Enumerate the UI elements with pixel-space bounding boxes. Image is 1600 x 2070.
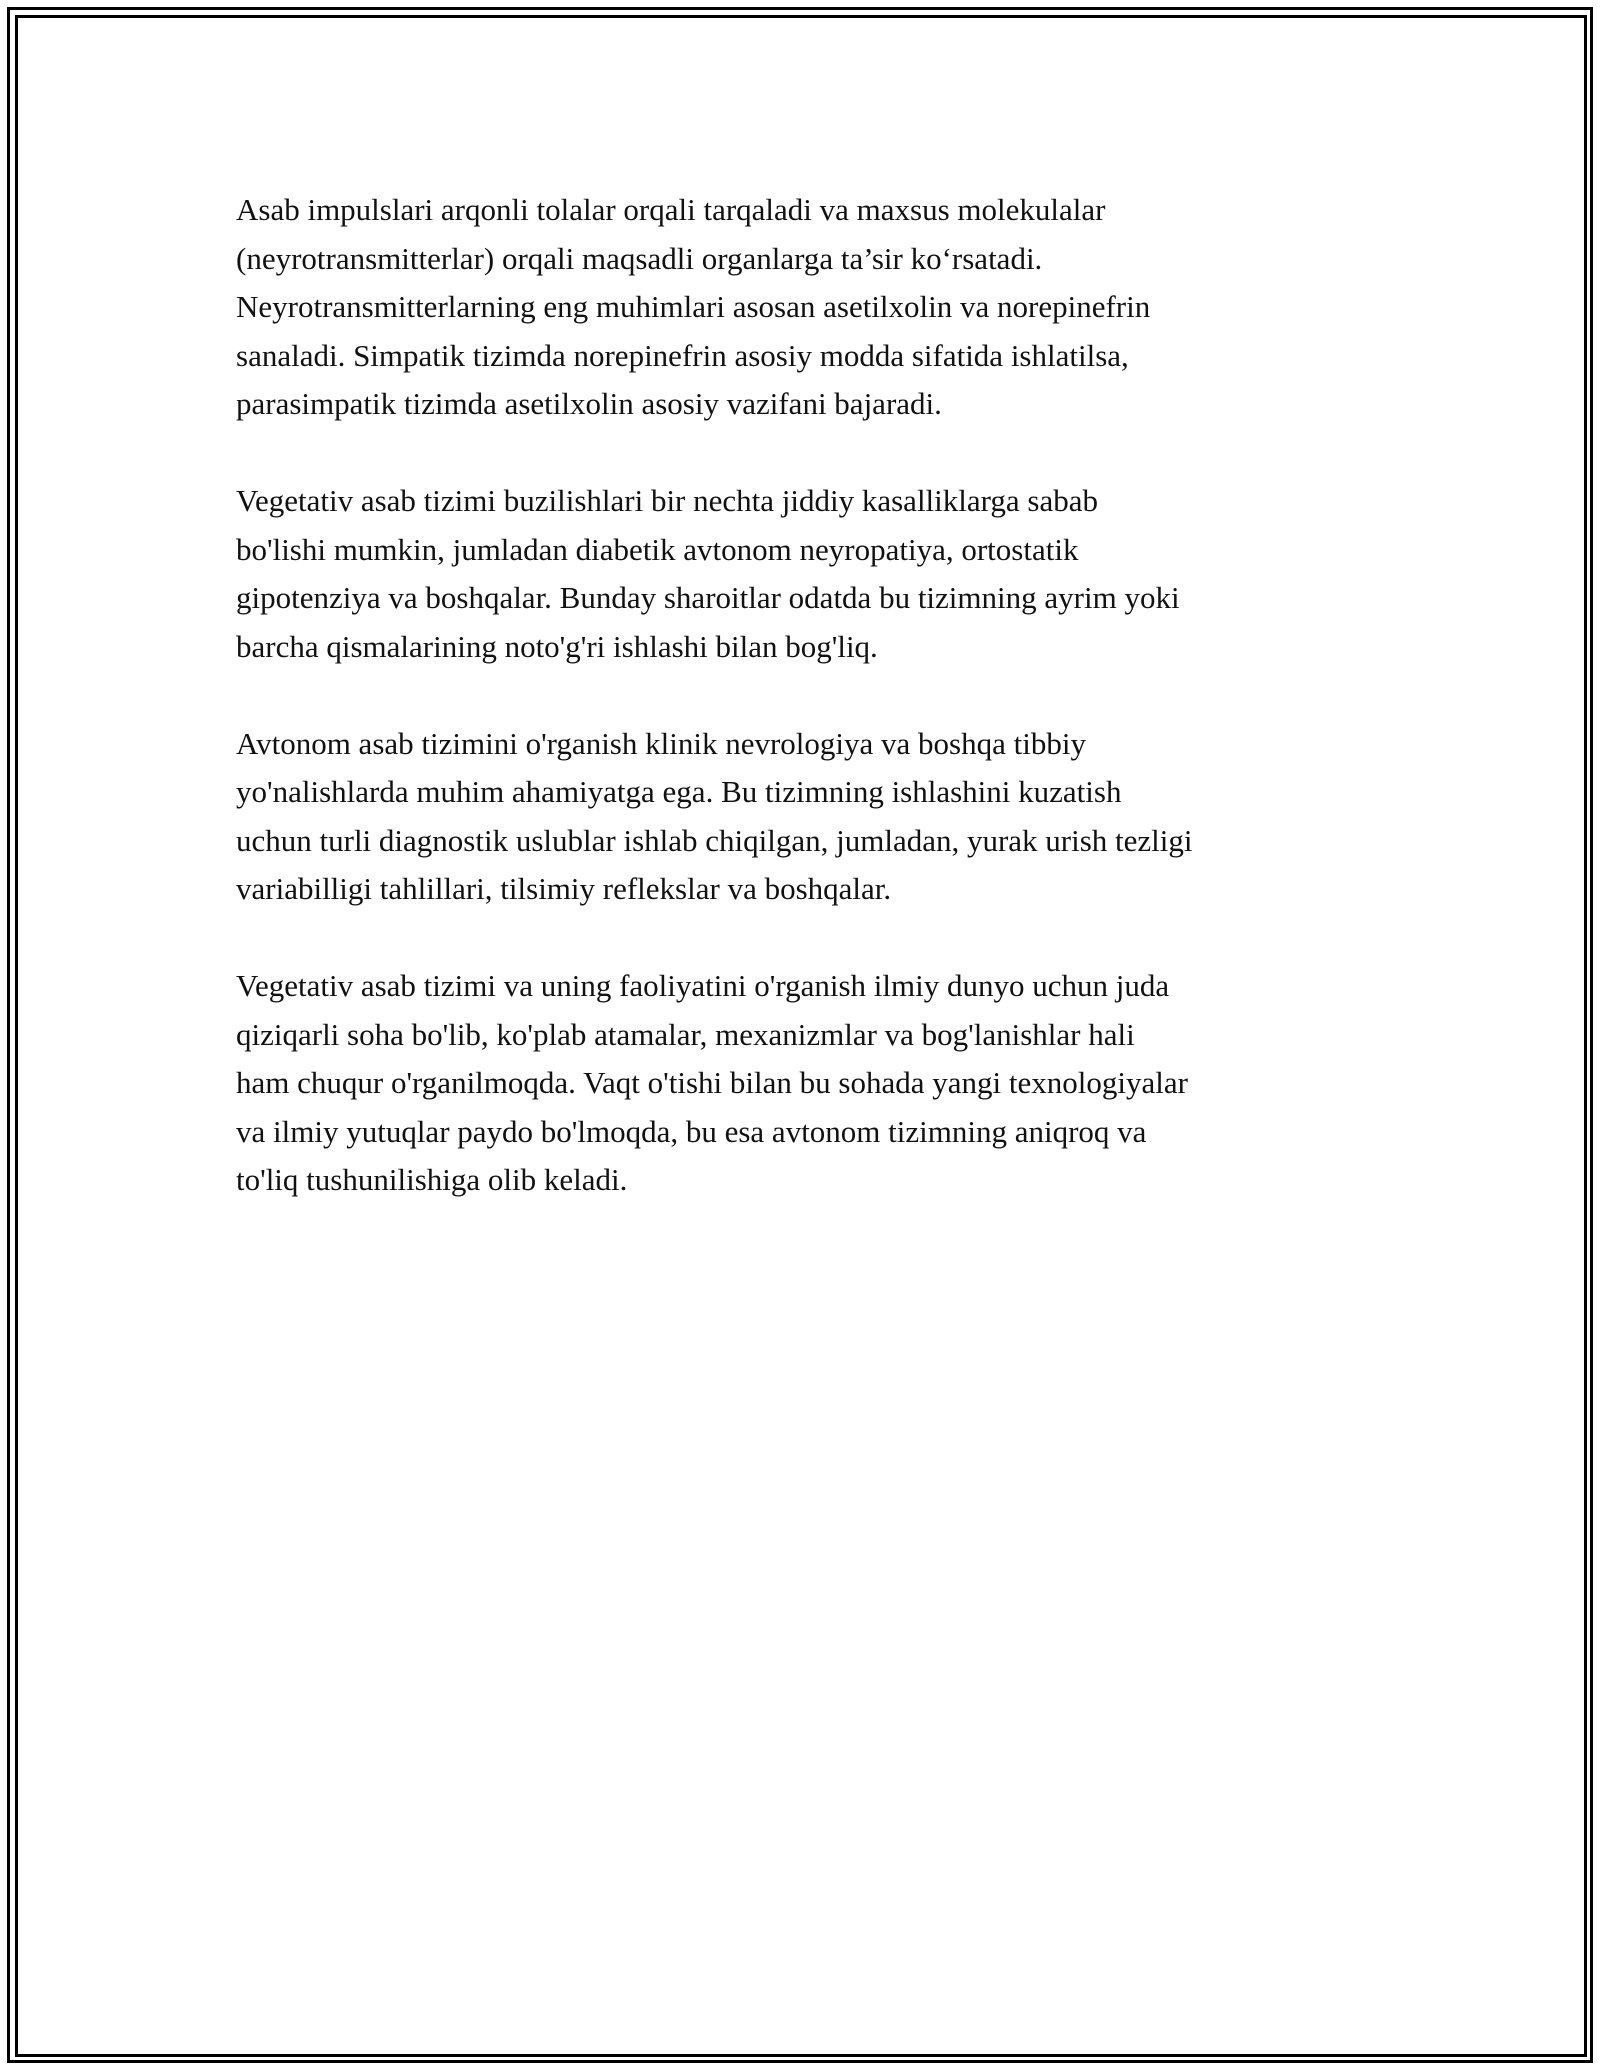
text-line: yo'nalishlarda muhim ahamiyatga ega. Bu tizimning ishlashini kuzatish — [236, 774, 1122, 809]
paragraph-disorders — [236, 477, 1396, 671]
text-line: Avtonom asab tizimini o'rganish klinik nevrologiya va boshqa tibbiy — [236, 725, 1086, 761]
text-line: barcha qismalarining noto'g'ri ishlashi bilan bog'liq. — [236, 628, 878, 664]
text-line: qiziqarli soha bo'lib, ko'plab atamalar, mexanizmlar va bog'lanishlar hali — [236, 1016, 1135, 1052]
text-line: uchun turli diagnostik uslublar ishlab chiqilgan, jumladan, yurak urish tezligi — [236, 822, 1193, 858]
text-line: Vegetativ asab tizimi va uning faoliyatini o'rganish ilmiy dunyo uchun juda — [236, 968, 1170, 1003]
text-line: Vegetativ asab tizimi buzilishlari bir nechta jiddiy kasalliklarga sabab — [236, 483, 1099, 518]
paragraph-research — [236, 962, 1396, 1205]
text-line: bo'lishi mumkin, jumladan diabetik avtonom neyropatiya, ortostatik — [236, 531, 1079, 567]
text-line: va ilmiy yutuqlar paydo bo'lmoqda, bu esa avtonom tizimning aniqroq va — [236, 1113, 1147, 1149]
text-line: parasimpatik tizimda asetilxolin asosiy vazifani bajaradi. — [236, 386, 942, 421]
text-line: variabilligi tahlillari, tilsimiy reflekslar va boshqalar. — [236, 871, 892, 906]
text-line: gipotenziya va boshqalar. Bunday sharoitlar odatda bu tizimning ayrim yoki — [236, 580, 1180, 615]
paragraph-neurotransmitters — [236, 186, 1396, 429]
text-line: to'liq tushunilishiga olib keladi. — [236, 1162, 628, 1197]
paragraph-diagnostics — [236, 720, 1396, 914]
document-body — [236, 186, 1396, 1253]
text-line: sanaladi. Simpatik tizimda norepinefrin asosiy modda sifatida ishlatilsa, — [236, 337, 1129, 373]
text-line: (neyrotransmitterlar) orqali maqsadli organlarga ta’sir ko‘rsatadi. — [236, 240, 1043, 276]
text-line: Asab impulslari arqonli tolalar orqali tarqaladi va maxsus molekulalar — [236, 192, 1106, 227]
text-line: Neyrotransmitterlarning eng muhimlari asosan asetilxolin va norepinefrin — [236, 289, 1151, 324]
text-line: ham chuqur o'rganilmoqda. Vaqt o'tishi bilan bu sohada yangi texnologiyalar — [236, 1065, 1188, 1100]
